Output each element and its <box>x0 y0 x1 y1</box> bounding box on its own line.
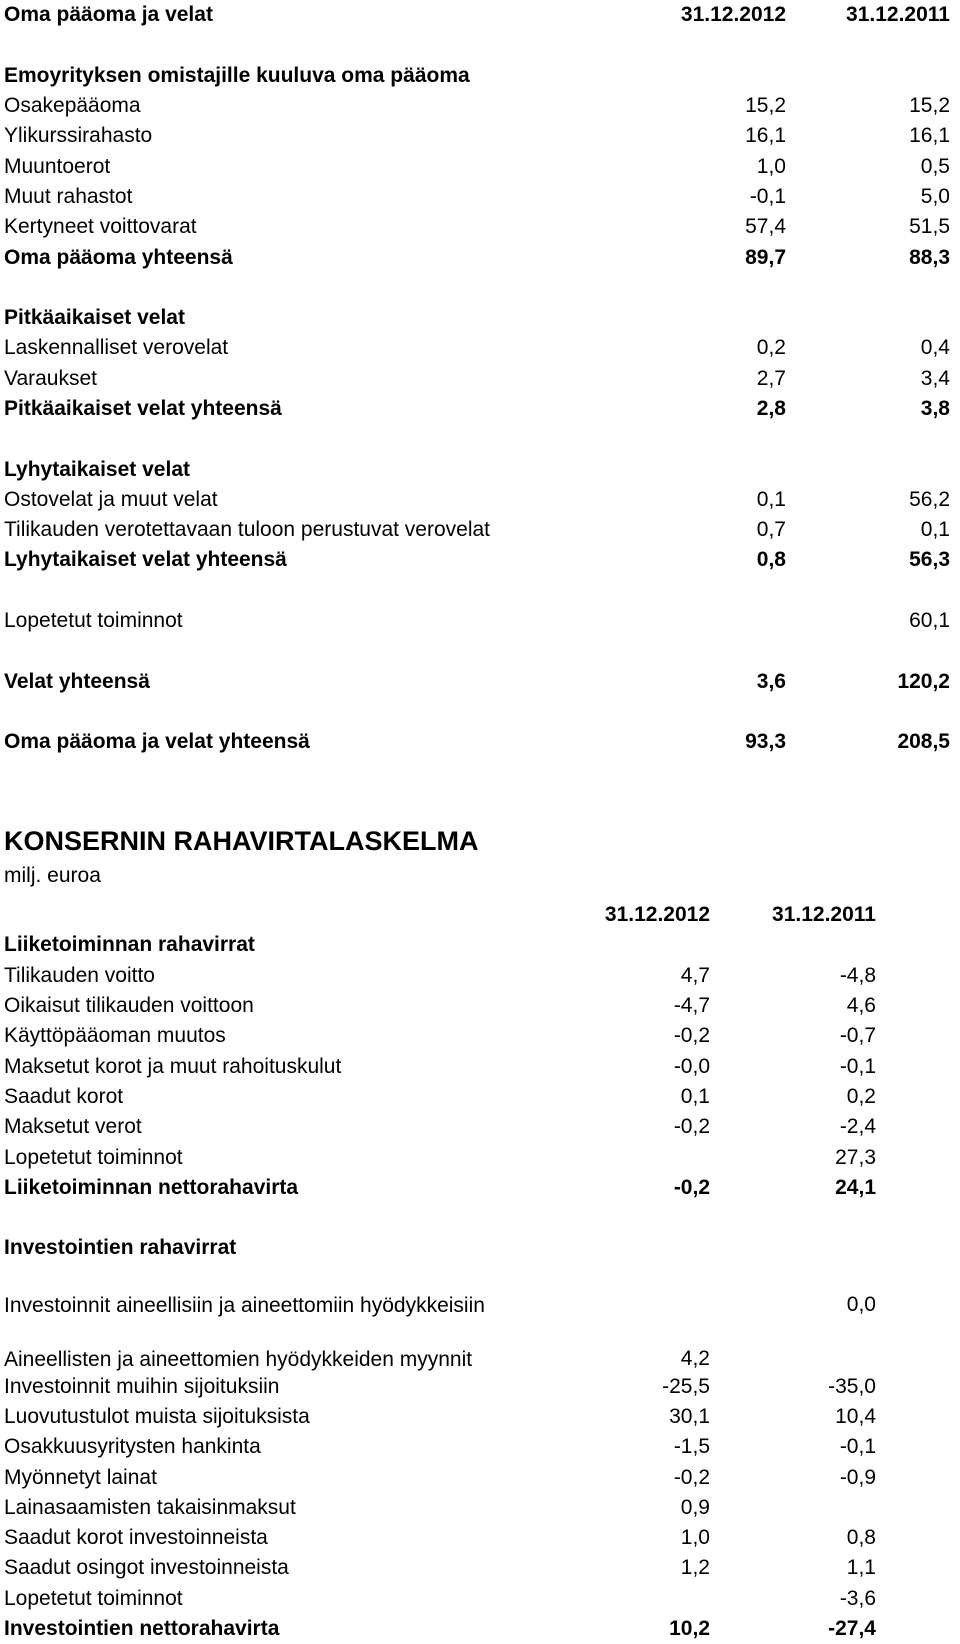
section-title-investing <box>4 1233 876 1263</box>
row-value-2011: 5,0 <box>920 184 950 208</box>
cashflow-unit: milj. euroa <box>4 864 101 887</box>
table-row <box>4 961 876 991</box>
table-row <box>4 333 950 363</box>
cashflow-table <box>4 900 876 1644</box>
table-row <box>4 1553 876 1583</box>
spacer <box>4 697 950 727</box>
section-title-label: Pitkäaikaiset velat <box>4 306 185 330</box>
row-value-2011: -3,6 <box>839 1586 876 1610</box>
row-label: Ylikurssirahasto <box>4 124 153 148</box>
section-title-label: Liiketoiminnan rahavirrat <box>4 933 255 957</box>
discontinued-row <box>4 606 950 636</box>
table-row <box>4 1112 876 1142</box>
row-value-2012: -4,7 <box>673 994 710 1018</box>
row-label: Saadut korot investoinneista <box>4 1526 268 1550</box>
row-label: Varaukset <box>4 366 97 390</box>
row-value-2011: 16,1 <box>909 124 950 148</box>
row-label: Osakkuusyritysten hankinta <box>4 1435 261 1459</box>
row-label: Lopetetut toiminnot <box>4 1145 183 1169</box>
row-value-2012: -0,2 <box>673 1175 710 1199</box>
balance-header-col2: 31.12.2011 <box>846 3 950 27</box>
section-title-equity <box>4 61 950 91</box>
row-value-2011: 15,2 <box>909 94 950 118</box>
table-row <box>4 212 950 242</box>
row-value-2012: 0,2 <box>756 336 786 360</box>
table-row <box>4 1264 876 1318</box>
equity-rows <box>4 91 950 242</box>
row-label: Osakepääoma <box>4 94 141 118</box>
row-value-2011: -0,1 <box>839 1435 876 1459</box>
section-title-label: Investointien rahavirrat <box>4 1236 237 1260</box>
row-label: Oma pääoma yhteensä <box>4 245 233 269</box>
section-title-longterm <box>4 303 950 333</box>
row-label: Muuntoerot <box>4 154 111 178</box>
row-value-2011: 120,2 <box>897 669 950 693</box>
row-value-2012: 15,2 <box>745 94 786 118</box>
table-row <box>4 1372 876 1402</box>
spacer <box>4 273 950 303</box>
table-row <box>4 1021 876 1051</box>
cashflow-header-row <box>4 900 876 930</box>
table-row <box>4 121 950 151</box>
row-value-2011: 0,5 <box>920 154 950 178</box>
row-value-2011: 0,1 <box>920 518 950 542</box>
row-value-2012: -0,2 <box>673 1115 710 1139</box>
grand-total-row <box>4 727 950 757</box>
row-label: Luovutustulot muista sijoituksista <box>4 1405 310 1428</box>
cashflow-header-col1: 31.12.2012 <box>604 903 710 927</box>
row-label: Oikaisut tilikauden voittoon <box>4 994 254 1018</box>
table-row <box>4 151 950 181</box>
table-row <box>4 364 950 394</box>
row-value-2012: 89,7 <box>745 245 786 269</box>
row-value-2012: -0,2 <box>673 1465 710 1489</box>
row-value-2011: -4,8 <box>839 963 876 987</box>
longterm-rows <box>4 333 950 394</box>
row-value-2012: 0,7 <box>756 518 786 542</box>
spacer <box>4 576 950 606</box>
table-row <box>4 485 950 515</box>
table-row <box>4 515 950 545</box>
table-row <box>4 1082 876 1112</box>
row-label: Ostovelat ja muut velat <box>4 487 218 511</box>
row-value-2012: -25,5 <box>662 1374 710 1398</box>
row-value-2012: 1,0 <box>756 154 786 178</box>
cashflow-header-col2: 31.12.2011 <box>772 903 876 927</box>
row-value-2011: 24,1 <box>835 1175 876 1199</box>
table-row <box>4 1493 876 1523</box>
total-row-operating <box>4 1173 876 1203</box>
row-label: Laskennalliset verovelat <box>4 336 229 360</box>
row-value-2011: 0,0 <box>846 1292 876 1316</box>
investing-rows <box>4 1264 876 1614</box>
spacer <box>4 30 950 60</box>
table-row <box>4 991 876 1021</box>
row-value-2012: 93,3 <box>745 730 786 754</box>
row-value-2012: 0,8 <box>756 548 786 572</box>
row-label: Käyttöpääoman muutos <box>4 1024 226 1048</box>
row-value-2011: 88,3 <box>909 245 950 269</box>
row-value-2012: -1,5 <box>673 1435 710 1459</box>
section-title-label: Emoyrityksen omistajille kuuluva oma pääoma <box>4 63 470 87</box>
row-value-2011: 1,1 <box>846 1556 876 1580</box>
row-label: Tilikauden voitto <box>4 963 155 987</box>
total-row-shortterm <box>4 545 950 575</box>
row-value-2011: 208,5 <box>897 730 950 754</box>
spacer <box>4 636 950 666</box>
spacer <box>4 1203 876 1233</box>
table-row <box>4 1142 876 1172</box>
row-value-2012: -0,0 <box>673 1054 710 1078</box>
row-value-2012: 16,1 <box>745 124 786 148</box>
row-label: Lopetetut toiminnot <box>4 609 183 633</box>
row-label: Muut rahastot <box>4 184 133 208</box>
row-value-2012: 3,6 <box>756 669 786 693</box>
row-value-2012: 4,2 <box>680 1346 710 1370</box>
balance-header-row <box>4 0 950 30</box>
total-row-longterm <box>4 394 950 424</box>
row-label: Maksetut verot <box>4 1115 142 1139</box>
row-value-2012: 1,2 <box>680 1556 710 1580</box>
row-value-2011: 0,8 <box>846 1526 876 1550</box>
row-value-2011: -0,1 <box>839 1054 876 1078</box>
operating-rows <box>4 961 876 1173</box>
spacer <box>4 424 950 454</box>
row-label: Investoinnit aineellisiin ja aineettomiin hyödykkeisiin <box>4 1293 485 1317</box>
row-value-2011: 0,2 <box>846 1084 876 1108</box>
row-value-2012: 10,2 <box>669 1617 710 1641</box>
row-value-2011: 0,4 <box>920 336 950 360</box>
row-value-2011: 51,5 <box>909 215 950 239</box>
row-label: Oma pääoma ja velat yhteensä <box>4 730 310 754</box>
row-value-2011: -27,4 <box>828 1617 876 1641</box>
row-value-2011: 60,1 <box>909 609 950 633</box>
table-row <box>4 1402 876 1432</box>
row-label: Lyhytaikaiset velat yhteensä <box>4 548 287 572</box>
row-value-2012: 30,1 <box>669 1405 710 1428</box>
row-label: Myönnetyt lainat <box>4 1465 157 1489</box>
total-row-equity <box>4 242 950 272</box>
row-label: Lainasaamisten takaisinmaksut <box>4 1495 296 1519</box>
table-row <box>4 1462 876 1492</box>
row-label: Saadut korot <box>4 1084 124 1108</box>
table-row <box>4 1523 876 1553</box>
section-title-label: Lyhytaikaiset velat <box>4 457 190 481</box>
section-title-shortterm <box>4 454 950 484</box>
row-value-2011: 27,3 <box>835 1145 876 1169</box>
row-value-2011: 4,6 <box>846 994 876 1018</box>
row-value-2012: 0,1 <box>756 487 786 511</box>
table-row <box>4 1318 876 1372</box>
row-label: Maksetut korot ja muut rahoituskulut <box>4 1054 342 1078</box>
section-title-operating <box>4 930 876 960</box>
row-value-2011: 3,4 <box>920 366 950 390</box>
table-row <box>4 1432 876 1462</box>
row-value-2011: 10,4 <box>835 1405 876 1428</box>
row-label: Saadut osingot investoinneista <box>4 1556 289 1580</box>
row-value-2012: 1,0 <box>680 1526 710 1550</box>
row-value-2012: 4,7 <box>680 963 710 987</box>
row-label: Aineellisten ja aineettomien hyödykkeiden myynnit <box>4 1347 473 1371</box>
row-value-2012: 0,1 <box>680 1084 710 1108</box>
balance-header-title: Oma pääoma ja velat <box>4 3 213 27</box>
row-label: Investointien nettorahavirta <box>4 1617 280 1641</box>
row-value-2012: -0,2 <box>673 1024 710 1048</box>
row-value-2011: 56,3 <box>909 548 950 572</box>
balance-sheet-table <box>4 0 950 757</box>
row-value-2011: 3,8 <box>920 397 950 420</box>
row-label: Kertyneet voittovarat <box>4 215 197 239</box>
table-row <box>4 91 950 121</box>
table-row <box>4 182 950 212</box>
liabilities-total-row <box>4 667 950 697</box>
row-value-2012: -0,1 <box>749 184 786 208</box>
row-value-2011: -0,9 <box>839 1465 876 1489</box>
cashflow-title: KONSERNIN RAHAVIRTALASKELMA <box>4 826 479 856</box>
total-row-investing <box>4 1614 876 1644</box>
row-value-2012: 57,4 <box>745 215 786 239</box>
row-label: Pitkäaikaiset velat yhteensä <box>4 397 282 420</box>
row-value-2012: 0,9 <box>680 1495 710 1519</box>
table-row <box>4 1051 876 1081</box>
row-value-2011: 56,2 <box>909 487 950 511</box>
table-row <box>4 1584 876 1614</box>
row-label: Investoinnit muihin sijoituksiin <box>4 1374 280 1398</box>
shortterm-rows <box>4 485 950 546</box>
balance-header-col1: 31.12.2012 <box>680 3 786 27</box>
row-label: Tilikauden verotettavaan tuloon perustuvat verovelat <box>4 518 491 542</box>
row-label: Lopetetut toiminnot <box>4 1586 183 1610</box>
row-value-2011: -2,4 <box>839 1115 876 1139</box>
row-label: Velat yhteensä <box>4 669 150 693</box>
row-value-2012: 2,7 <box>756 366 786 390</box>
row-value-2011: -35,0 <box>828 1374 876 1398</box>
row-value-2011: -0,7 <box>839 1024 876 1048</box>
row-value-2012: 2,8 <box>756 397 786 420</box>
row-label: Liiketoiminnan nettorahavirta <box>4 1175 299 1199</box>
